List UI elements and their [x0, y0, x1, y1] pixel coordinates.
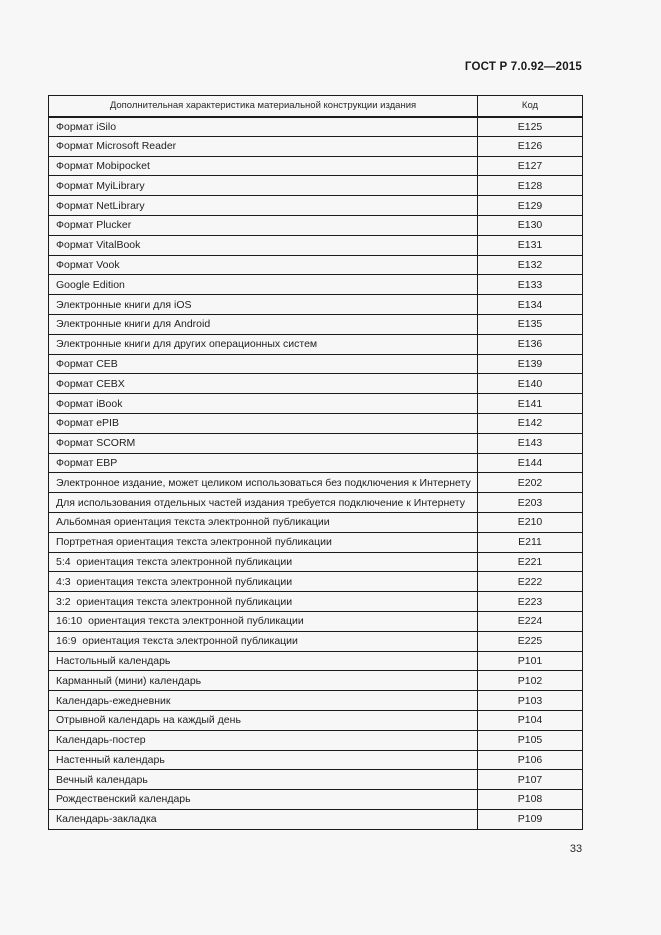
row-code: E130 [478, 215, 583, 235]
row-code: P103 [478, 691, 583, 711]
table-row [49, 493, 583, 513]
row-code: E141 [478, 394, 583, 414]
table-row [49, 136, 583, 156]
row-characteristic: Формат MyiLibrary [49, 176, 478, 196]
table-row [49, 572, 583, 592]
table-row [49, 394, 583, 414]
row-characteristic: 16:10 ориентация текста электронной публикации [49, 611, 478, 631]
row-code: E133 [478, 275, 583, 295]
page-number: 33 [569, 843, 583, 855]
table-row [49, 552, 583, 572]
table-row [49, 710, 583, 730]
table-row [49, 770, 583, 790]
row-characteristic: Формат Mobipocket [49, 156, 478, 176]
table-row [49, 255, 583, 275]
row-characteristic: Электронное издание, может целиком использоваться без подключения к Интернету [49, 473, 478, 493]
column-header-characteristic: Дополнительная характеристика материальной конструкции издания [49, 96, 478, 117]
row-code: E136 [478, 334, 583, 354]
table-row [49, 730, 583, 750]
table-header [49, 96, 583, 117]
table-row [49, 354, 583, 374]
table-row [49, 453, 583, 473]
row-code: E125 [478, 117, 583, 137]
row-code: E142 [478, 413, 583, 433]
row-code: E223 [478, 592, 583, 612]
row-characteristic: Формат iSilo [49, 117, 478, 137]
row-characteristic: Альбомная ориентация текста электронной публикации [49, 512, 478, 532]
table-row [49, 809, 583, 829]
row-code: P108 [478, 790, 583, 810]
row-characteristic: Формат SCORM [49, 433, 478, 453]
table-row [49, 156, 583, 176]
row-characteristic: Формат VitalBook [49, 235, 478, 255]
table-row [49, 671, 583, 691]
table-row [49, 631, 583, 651]
row-characteristic: Электронные книги для Android [49, 314, 478, 334]
row-characteristic: Для использования отдельных частей издания требуется подключение к Интернету [49, 493, 478, 513]
row-characteristic: Формат EBP [49, 453, 478, 473]
row-characteristic: Портретная ориентация текста электронной публикации [49, 532, 478, 552]
row-code: P104 [478, 710, 583, 730]
row-code: P109 [478, 809, 583, 829]
table-row [49, 196, 583, 216]
row-code: E132 [478, 255, 583, 275]
row-code: E140 [478, 374, 583, 394]
table-header-row [49, 96, 583, 117]
table-row [49, 790, 583, 810]
table-row [49, 334, 583, 354]
table-row [49, 413, 583, 433]
table-row [49, 215, 583, 235]
row-code: E129 [478, 196, 583, 216]
row-characteristic: 3:2 ориентация текста электронной публикации [49, 592, 478, 612]
row-code: E126 [478, 136, 583, 156]
table-row [49, 512, 583, 532]
row-code: E225 [478, 631, 583, 651]
column-header-code: Код [478, 96, 583, 117]
row-characteristic: 16:9 ориентация текста электронной публикации [49, 631, 478, 651]
row-code: E224 [478, 611, 583, 631]
table-row [49, 611, 583, 631]
row-code: P101 [478, 651, 583, 671]
row-code: P105 [478, 730, 583, 750]
row-code: E221 [478, 552, 583, 572]
table-row [49, 176, 583, 196]
row-characteristic: Карманный (мини) календарь [49, 671, 478, 691]
row-code: P107 [478, 770, 583, 790]
table-body [49, 117, 583, 830]
row-code: E202 [478, 473, 583, 493]
row-code: E128 [478, 176, 583, 196]
row-characteristic: Настенный календарь [49, 750, 478, 770]
row-characteristic: Формат CEB [49, 354, 478, 374]
row-characteristic: 5:4 ориентация текста электронной публикации [49, 552, 478, 572]
row-characteristic: Календарь-ежедневник [49, 691, 478, 711]
table-row [49, 532, 583, 552]
table-row [49, 295, 583, 315]
row-characteristic: Формат iBook [49, 394, 478, 414]
table-row [49, 691, 583, 711]
row-code: E139 [478, 354, 583, 374]
table-row [49, 433, 583, 453]
row-characteristic: Формат Microsoft Reader [49, 136, 478, 156]
row-characteristic: Формат Vook [49, 255, 478, 275]
row-characteristic: Формат NetLibrary [49, 196, 478, 216]
table-row [49, 651, 583, 671]
row-characteristic: Рождественский календарь [49, 790, 478, 810]
document-title: ГОСТ Р 7.0.92—2015 [464, 61, 582, 73]
row-code: E131 [478, 235, 583, 255]
row-code: E222 [478, 572, 583, 592]
row-code: E203 [478, 493, 583, 513]
row-characteristic: Формат CEBX [49, 374, 478, 394]
table-row [49, 275, 583, 295]
row-characteristic: Электронные книги для iOS [49, 295, 478, 315]
row-characteristic: Календарь-постер [49, 730, 478, 750]
row-characteristic: Google Edition [49, 275, 478, 295]
codes-table [48, 95, 583, 830]
table-row [49, 117, 583, 137]
row-code: E144 [478, 453, 583, 473]
row-code: P102 [478, 671, 583, 691]
row-characteristic: Отрывной календарь на каждый день [49, 710, 478, 730]
row-characteristic: Вечный календарь [49, 770, 478, 790]
row-characteristic: 4:3 ориентация текста электронной публикации [49, 572, 478, 592]
row-code: P106 [478, 750, 583, 770]
row-characteristic: Электронные книги для других операционных систем [49, 334, 478, 354]
row-code: E135 [478, 314, 583, 334]
table-row [49, 592, 583, 612]
table-row [49, 473, 583, 493]
table-row [49, 314, 583, 334]
row-code: E210 [478, 512, 583, 532]
table-row [49, 374, 583, 394]
row-characteristic: Формат Plucker [49, 215, 478, 235]
row-characteristic: Настольный календарь [49, 651, 478, 671]
row-characteristic: Формат ePIB [49, 413, 478, 433]
row-code: E127 [478, 156, 583, 176]
row-code: E211 [478, 532, 583, 552]
row-code: E134 [478, 295, 583, 315]
row-code: E143 [478, 433, 583, 453]
table-row [49, 750, 583, 770]
row-characteristic: Календарь-закладка [49, 809, 478, 829]
table-row [49, 235, 583, 255]
